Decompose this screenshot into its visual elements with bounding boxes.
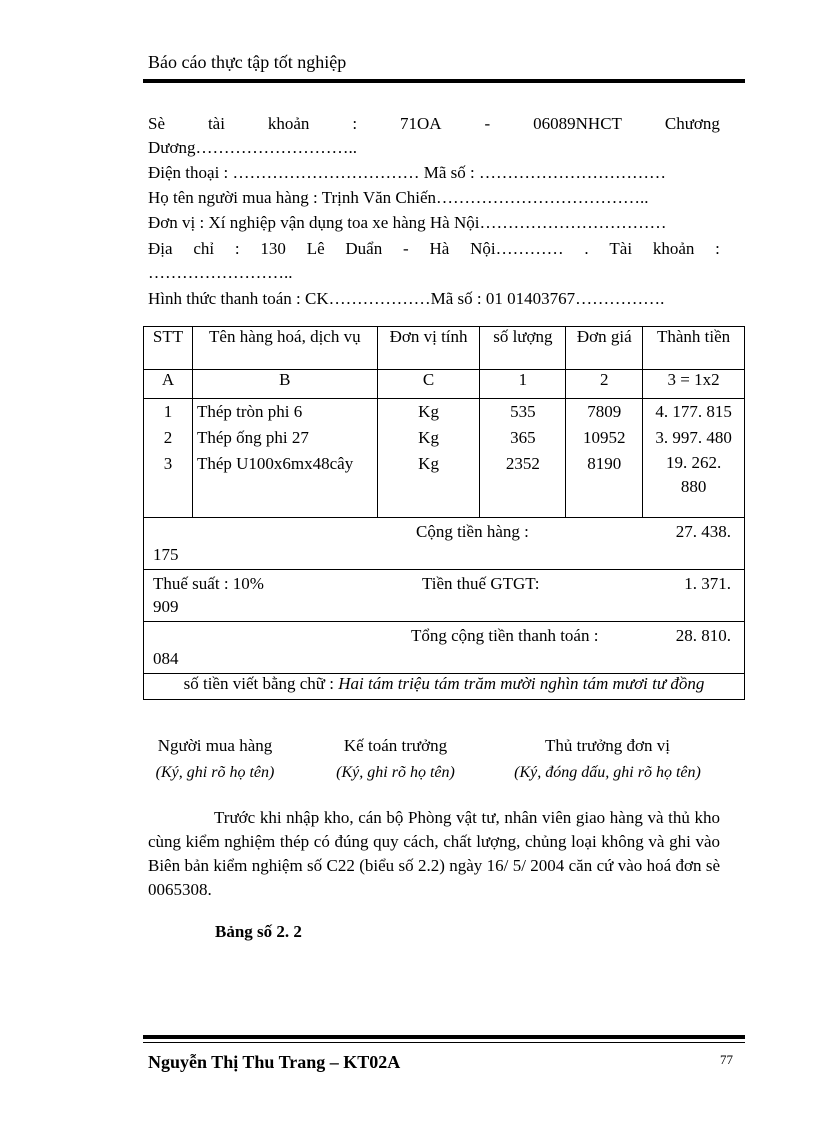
in-words-label: số tiền viết bằng chữ :: [183, 674, 334, 693]
signature-chief-accountant: [318, 733, 473, 786]
item-name: Thép ống phi 27: [196, 428, 309, 447]
index-cell: 1: [480, 370, 566, 399]
price-cell: [566, 399, 643, 518]
address-word: Lê: [306, 239, 325, 258]
page-header-title: Báo cáo thực tập tốt nghiệp: [148, 52, 347, 72]
unit-cell: [377, 399, 480, 518]
signature-note: (Ký, đóng dấu, ghi rõ họ tên): [514, 764, 701, 781]
account-line-cont: Dương………………………..: [148, 138, 357, 157]
item-amount: 4. 177. 815: [655, 402, 732, 421]
item-stt: 3: [163, 454, 173, 473]
table-caption: Bảng số 2. 2: [215, 922, 302, 941]
table-header-row: [144, 327, 745, 370]
signature-note: (Ký, ghi rõ họ tên): [336, 764, 455, 781]
payment-line: Hình thức thanh toán : CK………………Mã số : 01 01403767…………….: [148, 289, 665, 308]
account-word: khoản: [267, 114, 310, 133]
col-header: Đơn giá: [566, 327, 643, 370]
col-header: Đơn vị tính: [377, 327, 480, 370]
page-number: 77: [720, 1052, 733, 1067]
unit-line: Đơn vị : Xí nghiệp vận dụng toa xe hàng Hà Nội……………………………: [148, 213, 667, 232]
name-cell: [192, 399, 377, 518]
signature-buyer: [145, 733, 285, 786]
col-header: Tên hàng hoá, dịch vụ: [192, 327, 377, 370]
address-word: :: [715, 239, 720, 258]
item-qty: 535: [510, 402, 536, 421]
address-word: .: [584, 239, 589, 258]
item-amount: 19. 262. 880: [665, 453, 722, 496]
signature-title: Kế toán trưởng: [343, 736, 448, 755]
account-word: 71OA: [400, 114, 442, 133]
tax-row: [144, 570, 745, 622]
signature-title: Người mua hàng: [157, 736, 273, 755]
signature-director: [490, 733, 725, 786]
item-price: 8190: [587, 454, 622, 473]
total-label: Tổng cộng tiền thanh toán :: [411, 626, 599, 645]
item-stt: 1: [163, 402, 173, 421]
address-word: 130: [260, 239, 286, 258]
stt-cell: [144, 399, 193, 518]
subtotal-value: 27. 438.: [675, 522, 731, 541]
footer-author: Nguyễn Thị Thu Trang – KT02A: [148, 1052, 401, 1072]
in-words-row: [144, 674, 745, 700]
signature-note: (Ký, ghi rõ họ tên): [155, 764, 275, 781]
paragraph-text: Trước khi nhập kho, cán bộ Phòng vật tư, nhân viên giao hàng và thủ kho cùng kiểm nghiệm thép có đúng quy cách, chất lượng, chủng loại không và ghi vào Biên bản kiểm nghiệm số C22 (biểu số 2.2) ngày 16/ 5/ 2004 căn cứ vào hoá đơn sè 0065308.: [148, 808, 720, 899]
item-unit: Kg: [418, 428, 439, 447]
header-rule: [143, 79, 745, 83]
in-words-value: Hai tám triệu tám trăm mười nghìn tám mươi tư đồng: [338, 674, 705, 693]
item-price: 10952: [582, 428, 626, 447]
index-cell: 3 = 1x2: [643, 370, 745, 399]
tax-value-cont: 909: [153, 597, 179, 616]
col-header: số lượng: [480, 327, 566, 370]
account-word: Sè: [148, 114, 165, 133]
item-price: 7809: [587, 402, 622, 421]
table-index-row: [144, 370, 745, 399]
address-word: -: [403, 239, 409, 258]
col-header: STT: [144, 327, 193, 370]
account-word: Chương: [664, 114, 720, 133]
item-stt: 2: [163, 428, 173, 447]
subtotal-label: Cộng tiền hàng :: [416, 522, 529, 541]
footer-rule-thin: [143, 1042, 745, 1043]
item-unit: Kg: [418, 454, 439, 473]
qty-cell: [480, 399, 566, 518]
index-cell: A: [144, 370, 193, 399]
tax-label: Tiền thuế GTGT:: [422, 574, 540, 593]
footer-rule-thick: [143, 1035, 745, 1039]
index-cell: B: [192, 370, 377, 399]
subtotal-value-cont: 175: [153, 545, 179, 564]
index-cell: C: [377, 370, 480, 399]
buyer-line: Họ tên người mua hàng : Trịnh Văn Chiến………………………………..: [148, 188, 649, 207]
phone-line: Điện thoại : …………………………… Mã số : ……………………………: [148, 163, 667, 182]
account-word: 06089NHCT: [533, 114, 622, 133]
tax-value: 1. 371.: [684, 574, 731, 593]
col-header: Thành tiền: [643, 327, 745, 370]
tax-rate: Thuế suất : 10%: [153, 574, 264, 593]
amount-cell: [643, 399, 745, 518]
address-word: khoản: [652, 239, 695, 258]
item-qty: 2352: [505, 454, 540, 473]
item-unit: Kg: [418, 402, 439, 421]
subtotal-row: [144, 518, 745, 570]
item-name: Thép U100x6mx48cây: [196, 454, 354, 473]
total-value-cont: 084: [153, 649, 179, 668]
account-word: :: [352, 114, 358, 133]
address-word: Địa: [148, 239, 173, 258]
address-word: chỉ: [193, 239, 215, 258]
address-word: Hà: [429, 239, 450, 258]
address-word: Duẩn: [345, 239, 383, 258]
item-amount: 3. 997. 480: [655, 428, 732, 447]
index-cell: 2: [566, 370, 643, 399]
invoice-table: [143, 326, 745, 700]
address-word: :: [234, 239, 240, 258]
account-word: tài: [207, 114, 225, 133]
address-line-cont: ……………………..: [148, 263, 293, 282]
account-word: -: [484, 114, 491, 133]
address-word: Tài: [609, 239, 633, 258]
signature-title: Thủ trưởng đơn vị: [545, 736, 670, 755]
total-value: 28. 810.: [675, 626, 731, 645]
address-word: Nội…………: [470, 239, 564, 258]
total-row: [144, 622, 745, 674]
item-name: Thép tròn phi 6: [196, 402, 303, 421]
item-qty: 365: [510, 428, 536, 447]
account-line: [148, 112, 720, 135]
body-paragraph: [148, 806, 720, 902]
table-items-row: [144, 399, 745, 518]
address-line: [148, 237, 720, 260]
